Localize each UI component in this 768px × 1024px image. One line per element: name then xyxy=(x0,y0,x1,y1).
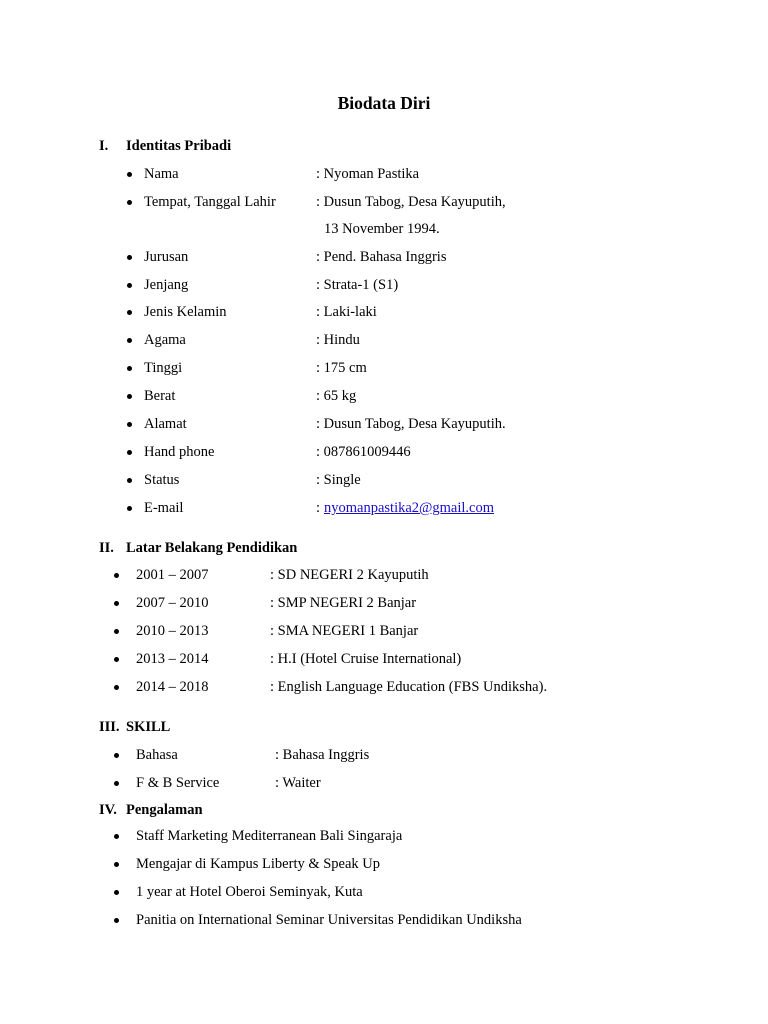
item-value: : 087861009446 xyxy=(316,444,411,460)
bullet-icon xyxy=(127,310,132,315)
item-label: Jenjang xyxy=(144,277,189,293)
item-label: Bahasa xyxy=(136,747,178,763)
item-label: Hand phone xyxy=(144,444,215,460)
item-label: F & B Service xyxy=(136,775,220,791)
page-title: Biodata Diri xyxy=(337,93,431,113)
bullet-icon xyxy=(127,338,132,343)
bullet-icon xyxy=(114,781,119,786)
item-label: Alamat xyxy=(144,416,187,432)
item-label: 2010 – 2013 xyxy=(136,623,209,639)
item-label: Status xyxy=(144,472,180,488)
bullet-icon xyxy=(127,450,132,455)
item-label: Tempat, Tanggal Lahir xyxy=(144,194,276,210)
section-2-heading: Latar Belakang Pendidikan xyxy=(126,540,298,556)
section-4-number: IV. xyxy=(99,802,117,818)
item-value: : H.I (Hotel Cruise International) xyxy=(270,651,462,667)
bullet-icon xyxy=(114,834,119,839)
item-value: : Dusun Tabog, Desa Kayuputih. xyxy=(316,416,506,432)
item-value: : SD NEGERI 2 Kayuputih xyxy=(270,567,429,583)
item-label: 2007 – 2010 xyxy=(136,595,209,611)
item-value: : Single xyxy=(316,472,361,488)
item-text: Mengajar di Kampus Liberty & Speak Up xyxy=(136,856,381,872)
bullet-icon xyxy=(114,573,119,578)
item-label: Tinggi xyxy=(144,360,183,376)
bullet-icon xyxy=(114,890,119,895)
bullet-icon xyxy=(127,422,132,427)
section-3-heading: SKILL xyxy=(126,719,171,735)
item-label: Jenis Kelamin xyxy=(144,304,227,320)
item-label: E-mail xyxy=(144,500,184,516)
bullet-icon xyxy=(127,200,132,205)
item-value: : Dusun Tabog, Desa Kayuputih, xyxy=(316,194,506,210)
bullet-icon xyxy=(114,685,119,690)
bullet-icon xyxy=(114,918,119,923)
item-value: : SMP NEGERI 2 Banjar xyxy=(270,595,417,611)
bullet-icon xyxy=(127,394,132,399)
item-value: : Hindu xyxy=(316,332,360,348)
section-3-number: III. xyxy=(99,719,120,735)
bullet-icon xyxy=(127,172,132,177)
bullet-icon xyxy=(127,478,132,483)
item-text: Staff Marketing Mediterranean Bali Singaraja xyxy=(136,828,403,844)
item-label: 2013 – 2014 xyxy=(136,651,209,667)
item-text: Panitia on International Seminar Universitas Pendidikan Undiksha xyxy=(136,912,522,928)
bullet-icon xyxy=(127,255,132,260)
section-2-number: II. xyxy=(99,540,114,556)
item-value: : 175 cm xyxy=(316,360,367,376)
item-label: 2001 – 2007 xyxy=(136,567,209,583)
item-value: : Nyoman Pastika xyxy=(316,166,420,182)
item-value-continued: 13 November 1994. xyxy=(324,221,440,237)
item-value: : SMA NEGERI 1 Banjar xyxy=(270,623,419,639)
bullet-icon xyxy=(114,657,119,662)
item-label: Berat xyxy=(144,388,176,404)
item-value: : Strata-1 (S1) xyxy=(316,277,399,293)
item-label: Nama xyxy=(144,166,179,182)
item-value: : Bahasa Inggris xyxy=(275,747,370,763)
item-label: 2014 – 2018 xyxy=(136,679,209,695)
item-colon: : xyxy=(316,500,321,516)
email-link[interactable]: nyomanpastika2@gmail.com xyxy=(324,500,494,516)
section-1-heading: Identitas Pribadi xyxy=(126,138,232,154)
item-label: Agama xyxy=(144,332,186,348)
bullet-icon xyxy=(114,753,119,758)
item-value: : 65 kg xyxy=(316,388,357,404)
bullet-icon xyxy=(114,601,119,606)
bullet-icon xyxy=(127,366,132,371)
bullet-icon xyxy=(127,506,132,511)
bullet-icon xyxy=(114,629,119,634)
section-1-number: I. xyxy=(99,138,109,154)
bullet-icon xyxy=(127,283,132,288)
item-label: Jurusan xyxy=(144,249,189,265)
item-text: 1 year at Hotel Oberoi Seminyak, Kuta xyxy=(136,884,363,900)
item-value: : Pend. Bahasa Inggris xyxy=(316,249,447,265)
bullet-icon xyxy=(114,862,119,867)
item-value: : Waiter xyxy=(275,775,321,791)
item-value: : Laki-laki xyxy=(316,304,377,320)
section-4-heading: Pengalaman xyxy=(126,802,203,818)
item-value: : English Language Education (FBS Undiksha). xyxy=(270,679,548,695)
